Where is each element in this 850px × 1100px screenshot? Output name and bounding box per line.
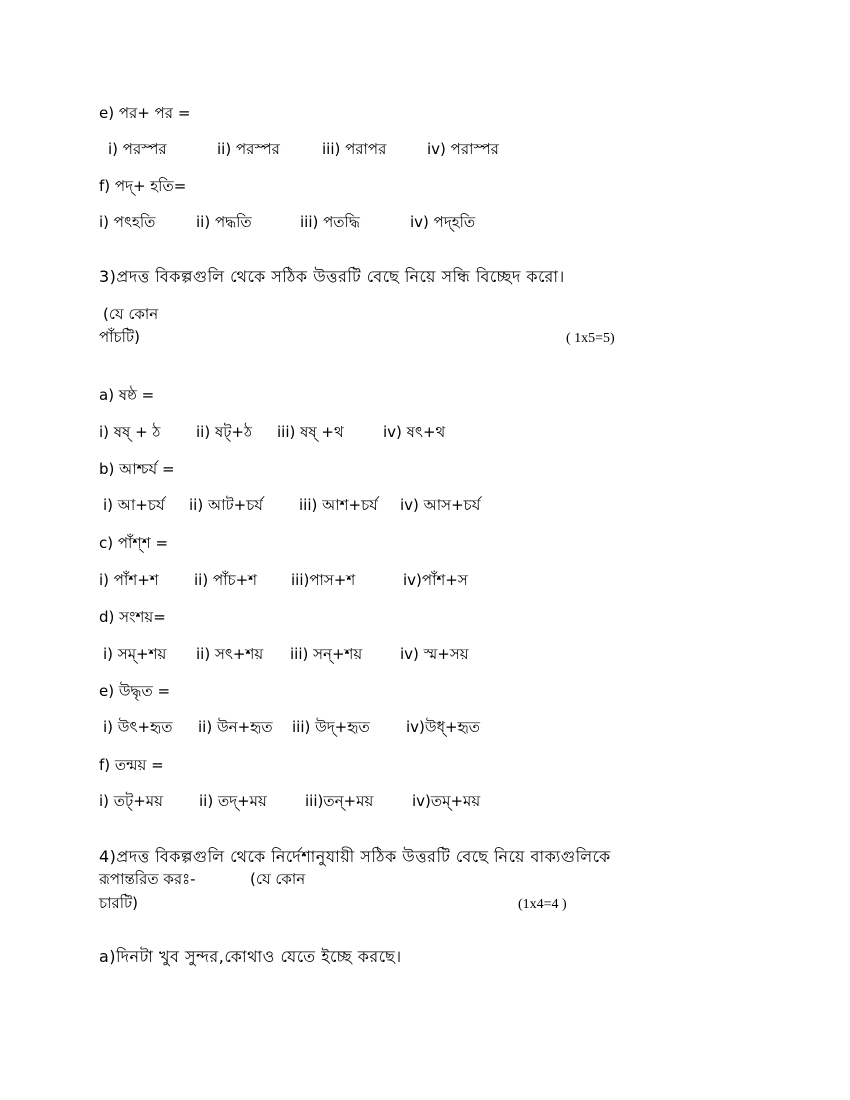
option-iii: iii) আশ+চর্য xyxy=(299,496,378,514)
option-ii: ii) ষট্+ঠ xyxy=(196,423,252,441)
question-3e: e) উদ্ধৃত = xyxy=(99,682,171,700)
section-3-note-line1: (যে কোন xyxy=(103,305,159,323)
option-iii: iii) পতদ্ধি xyxy=(300,213,360,231)
option-iv: iv)পাঁশ+স xyxy=(403,571,468,589)
option-i: i) পরস্পর xyxy=(108,140,167,158)
option-iv: iv) পদ্হতি xyxy=(410,213,476,231)
question-3c: c) পাঁশ্শ = xyxy=(99,534,169,552)
option-ii: ii) পরস্পর xyxy=(217,140,280,158)
option-i: i) ষষ্ + ঠ xyxy=(99,423,161,441)
option-i: i) সম্+শয় xyxy=(103,645,167,663)
option-iii: iii) সন্+শয় xyxy=(290,645,363,663)
question-f-pad: f) পদ্+ হতি= xyxy=(99,177,187,195)
section-4-note-line1: (যে কোন xyxy=(250,870,306,888)
option-i: i) পৎহতি xyxy=(99,213,156,231)
option-i: i) তট্+ময় xyxy=(99,792,163,810)
option-iv: iv)তম্+ময় xyxy=(412,792,481,810)
option-ii: ii) আট+চর্য xyxy=(189,496,263,514)
option-iv: iv) পরাস্পর xyxy=(427,140,499,158)
option-ii: ii) পদ্ধতি xyxy=(196,213,252,231)
option-ii: ii) তদ্+ময় xyxy=(199,792,267,810)
option-ii: ii) উন+হৃত xyxy=(198,718,273,736)
option-iv: iv) আস+চর্য xyxy=(400,496,481,514)
section-3-instruction: 3)প্রদত্ত বিকল্পগুলি থেকে সঠিক উত্তরটি বেছে নিয়ে সন্ধি বিচ্ছেদ করো। xyxy=(99,267,565,286)
option-iii: iii)তন্+ময় xyxy=(305,792,374,810)
option-iii: iii) ষষ্ +থ xyxy=(277,423,344,441)
option-iii: iii) উদ্+হৃত xyxy=(292,718,370,736)
question-3b: b) আশ্চর্য = xyxy=(99,460,175,478)
section-3-marks: ( 1x5=5) xyxy=(566,331,615,346)
section-4-marks: (1x4=4 ) xyxy=(518,897,567,912)
question-4a: a)দিনটা খুব সুন্দর,কোথাও যেতে ইচ্ছে করছে। xyxy=(99,947,402,966)
section-3-note-line2: পাঁচটি) xyxy=(99,328,140,346)
section-4-note-line2: চারটি) xyxy=(99,894,139,912)
option-ii: ii) সৎ+শয় xyxy=(196,645,264,663)
section-4-instruction-line1: 4)প্রদত্ত বিকল্পগুলি থেকে নির্দেশানুযায়ী সঠিক উত্তরটি বেছে নিয়ে বাক্যগুলিকে xyxy=(99,847,611,866)
question-e-para: e) পর+ পর = xyxy=(99,104,191,122)
question-3d: d) সংশয়= xyxy=(99,608,166,626)
option-iii: iii)পাস+শ xyxy=(291,571,356,589)
option-iv: iv)উধ্+হৃত xyxy=(406,718,481,736)
section-4-instruction-line2: রূপান্তরিত করঃ- xyxy=(99,870,196,888)
option-ii: ii) পাঁচ+শ xyxy=(194,571,258,589)
option-i: i) পাঁশ+শ xyxy=(99,571,159,589)
option-iv: iv) ষৎ+থ xyxy=(383,423,446,441)
option-iii: iii) পরাপর xyxy=(322,140,387,158)
option-i: i) উৎ+হৃত xyxy=(103,718,173,736)
option-iv: iv) স্ম+সয় xyxy=(400,645,469,663)
option-i: i) আ+চর্য xyxy=(103,496,165,514)
question-3f: f) তন্ময় = xyxy=(99,756,164,774)
question-3a: a) ষষ্ঠ = xyxy=(99,386,155,404)
